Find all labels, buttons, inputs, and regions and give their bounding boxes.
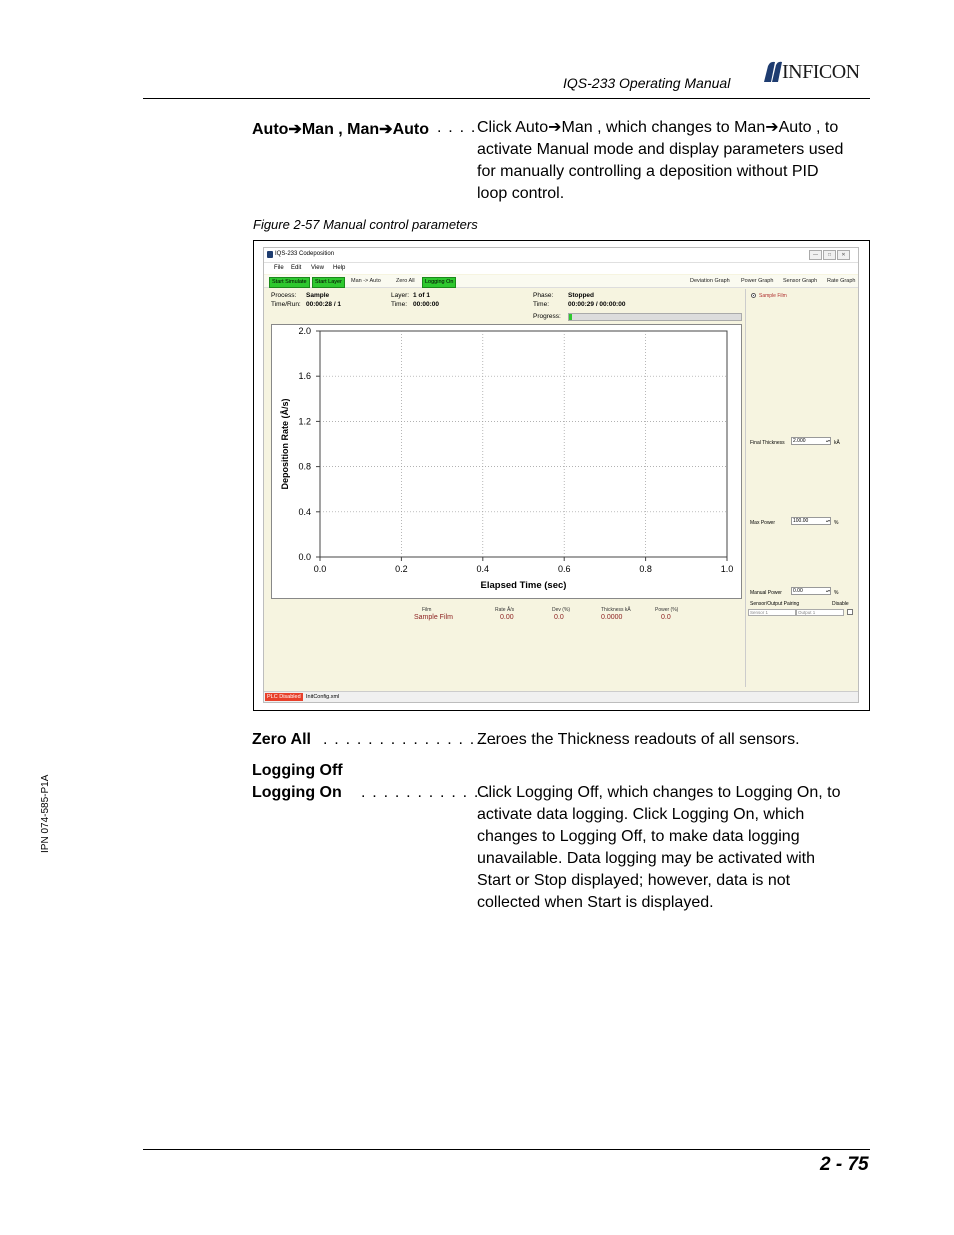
description-auto-man: [477, 117, 872, 205]
man-auto-button[interactable]: Man -> Auto: [351, 278, 381, 284]
x-tick-label: 0.0: [313, 564, 327, 574]
maximize-icon[interactable]: □: [823, 250, 836, 260]
time-label: Time:: [391, 301, 408, 308]
output-cell[interactable]: Output 1: [796, 609, 844, 616]
footer-rule: [143, 1149, 870, 1150]
description-line: Click Logging Off, which changes to Logging On, to: [477, 784, 841, 801]
description-line: activate data logging. Click Logging On, which: [477, 806, 805, 823]
sensor-cell[interactable]: Sensor 1: [748, 609, 796, 616]
readout-value: 0.0: [661, 614, 671, 621]
menu-edit[interactable]: Edit: [291, 265, 302, 271]
term-logging-off: Logging Off: [252, 762, 343, 779]
description-line: Start or Stop displayed; however, data is not: [477, 872, 791, 889]
readout-header: Dev (%): [552, 607, 571, 613]
timerun-value: 00:00:28 / 1: [306, 301, 342, 308]
leader-dots: . . . . . . . . . . . . . . . .: [323, 731, 499, 748]
power-graph-button[interactable]: Power Graph: [741, 278, 774, 284]
description-line: Click Auto➔Man , which changes to Man➔Auto , to: [477, 119, 839, 136]
start-simulate-button[interactable]: Start Simulate: [269, 277, 310, 288]
term-auto-man: Auto➔Man , Man➔Auto: [252, 121, 430, 138]
menu-file[interactable]: File: [274, 265, 284, 271]
app-icon: [267, 251, 273, 258]
manual-power-label: Manual Power: [750, 590, 782, 596]
manual-power-unit: %: [834, 590, 839, 596]
description-line: Zeroes the Thickness readouts of all sensors.: [477, 731, 800, 748]
manual-title: IQS-233 Operating Manual: [563, 75, 731, 91]
y-tick-label: 2.0: [298, 326, 311, 336]
description-line: unavailable. Data logging may be activated with: [477, 850, 815, 867]
time-value: 00:00:00: [413, 301, 440, 308]
progress-label: Progress:: [533, 313, 561, 320]
process-label: Process:: [271, 292, 297, 299]
deposition-rate-chart: [272, 325, 741, 598]
max-power-label: Max Power: [750, 520, 776, 526]
readout-header: Film: [422, 607, 432, 613]
plc-status-badge: PLC Disabled: [267, 694, 301, 700]
logo-text: INFICON: [782, 61, 860, 83]
phase-time-value: 00:00:29 / 00:00:00: [568, 301, 626, 308]
manual-power-input[interactable]: 0.00 ▴▾: [791, 587, 831, 595]
menu-bar: [264, 263, 858, 274]
deviation-graph-button[interactable]: Deviation Graph: [690, 278, 730, 284]
description-line: collected when Start is displayed.: [477, 894, 714, 911]
x-tick-label: 1.0: [720, 564, 734, 574]
term-logging-on: Logging On: [252, 784, 342, 801]
y-tick-label: 1.6: [298, 371, 311, 382]
leader-dots: . . . . . . . . . . . .: [361, 784, 491, 801]
progress-fill: [569, 314, 572, 320]
title-bar: [264, 248, 858, 263]
ipn-label: IPN 074-585-P1A: [40, 774, 51, 853]
process-value: Sample: [306, 292, 330, 299]
y-tick-label: 1.2: [298, 416, 311, 427]
inficon-logo-icon: [760, 60, 782, 84]
film-option-label: Sample Film: [759, 293, 787, 299]
page-number: 2 - 75: [820, 1154, 869, 1175]
readout-value: Sample Film: [414, 614, 453, 621]
config-file-label: InitConfig.xml: [306, 694, 340, 700]
y-axis-label: Deposition Rate (Å/s): [280, 398, 290, 490]
right-panel: [745, 289, 859, 687]
readout-value: 0.00: [500, 614, 514, 621]
description-line: activate Manual mode and display parameters used: [477, 141, 844, 158]
phase-value: Stopped: [568, 292, 594, 299]
layer-label: Layer:: [391, 292, 410, 299]
final-thickness-label: Final Thickness: [750, 440, 785, 446]
chart-area: [271, 324, 742, 599]
description-line: changes to Logging Off, to make data logging: [477, 828, 800, 845]
status-bar: [264, 691, 858, 702]
y-tick-label: 0.8: [298, 461, 311, 472]
disable-label: Disable: [832, 601, 849, 607]
pairing-label: Sensor/Output Pairing: [750, 601, 800, 607]
y-tick-label: 0.0: [298, 552, 311, 562]
progress-bar: [568, 313, 742, 321]
description-logging: [477, 782, 872, 914]
readout-value: 0.0: [554, 614, 564, 621]
final-thickness-input[interactable]: 2.000 ▴▾: [791, 437, 831, 445]
logging-on-button[interactable]: Logging On: [422, 277, 456, 288]
film-radio[interactable]: [751, 293, 756, 298]
final-thickness-unit: kÅ: [834, 440, 840, 446]
description-line: loop control.: [477, 185, 565, 202]
app-window-screenshot: [263, 247, 859, 703]
phase-label: Phase:: [533, 292, 554, 299]
x-tick-label: 0.4: [476, 564, 490, 574]
phase-time-label: Time:: [533, 301, 550, 308]
readout-value: 0.0000: [601, 614, 623, 621]
readout-header: Rate Å/s: [495, 607, 515, 613]
leader-dots: . . . .: [437, 119, 477, 136]
disable-checkbox[interactable]: [847, 609, 853, 615]
menu-view[interactable]: View: [311, 265, 324, 271]
term-zero-all: Zero All: [252, 731, 311, 748]
header-rule: [143, 98, 870, 99]
zero-all-button[interactable]: Zero All: [396, 278, 415, 284]
close-icon[interactable]: ✕: [837, 250, 850, 260]
description-line: for manually controlling a deposition without PID: [477, 163, 819, 180]
timerun-label: Time/Run:: [271, 301, 301, 308]
readout-header: Power (%): [655, 607, 679, 613]
window-title: IQS-233 Codeposition: [275, 251, 335, 257]
x-tick-label: 0.2: [395, 564, 408, 574]
toolbar: [264, 275, 858, 288]
layer-value: 1 of 1: [413, 292, 430, 299]
menu-help[interactable]: Help: [333, 265, 346, 271]
x-axis-label: Elapsed Time (sec): [480, 580, 567, 591]
max-power-unit: %: [834, 520, 839, 526]
plot-area: [320, 331, 727, 557]
readout-header: Thickness kÅ: [601, 607, 631, 613]
max-power-input[interactable]: 100.00 ▴▾: [791, 517, 831, 525]
figure-caption: Figure 2-57 Manual control parameters: [253, 217, 478, 232]
rate-graph-button[interactable]: Rate Graph: [827, 278, 856, 284]
x-tick-label: 0.8: [639, 564, 652, 574]
description-zero-all: [477, 729, 872, 751]
sensor-graph-button[interactable]: Sensor Graph: [783, 278, 818, 284]
inficon-logo: [760, 60, 872, 84]
y-tick-label: 0.4: [298, 506, 311, 517]
start-layer-button[interactable]: Start Layer: [312, 277, 345, 288]
x-tick-label: 0.6: [557, 564, 571, 574]
minimize-icon[interactable]: —: [809, 250, 822, 260]
